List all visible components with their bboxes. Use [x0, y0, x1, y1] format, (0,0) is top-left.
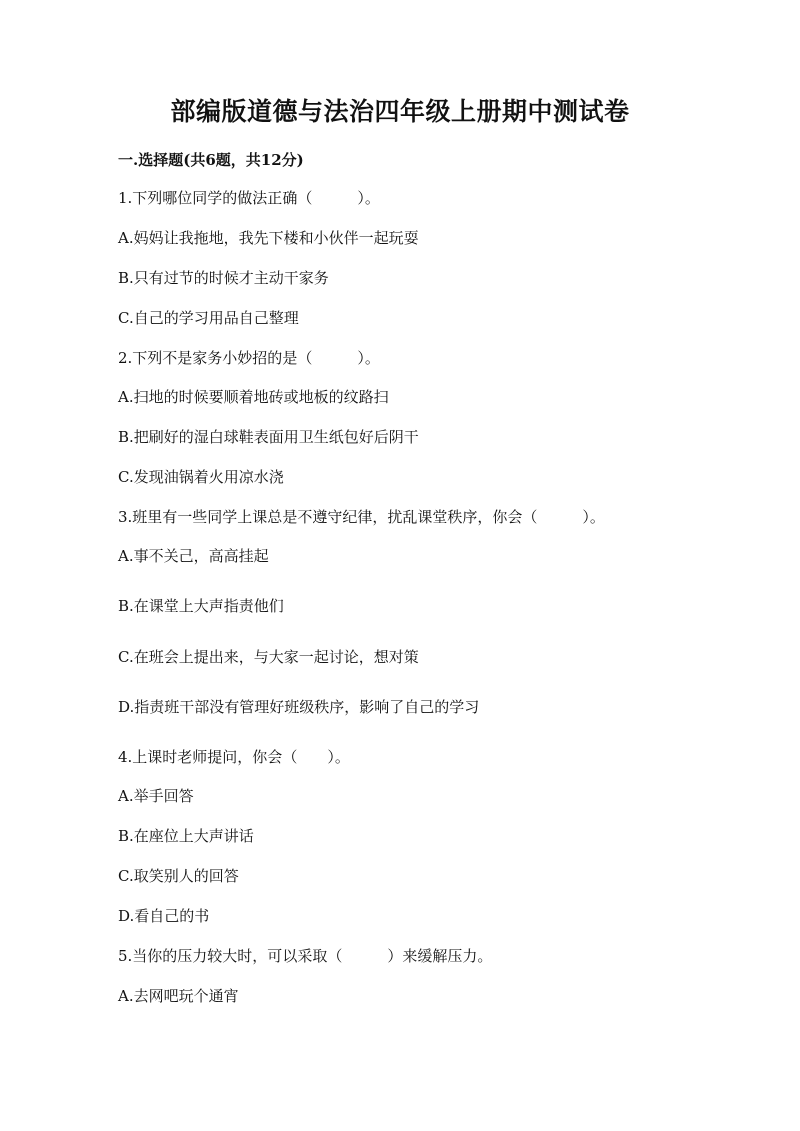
page-title: 部编版道德与法治四年级上册期中测试卷	[170, 97, 630, 126]
question-3-option-d: D.指责班干部没有管理好班级秩序，影响了自己的学习	[118, 698, 480, 716]
question-1-option-c: C.自己的学习用品自己整理	[118, 309, 299, 327]
question-4-option-d: D.看自己的书	[118, 907, 210, 925]
question-2-stem: 2.下列不是家务小妙招的是（ ）。	[118, 349, 380, 367]
question-2-option-c: C.发现油锅着火用凉水浇	[118, 468, 284, 486]
question-3-stem: 3.班里有一些同学上课总是不遵守纪律，扰乱课堂秩序，你会（ ）。	[118, 508, 605, 526]
question-3-option-a: A.事不关己，高高挂起	[118, 547, 269, 565]
question-1-stem: 1.下列哪位同学的做法正确（ ）。	[118, 189, 380, 207]
question-4-option-b: B.在座位上大声讲话	[118, 827, 254, 845]
question-5-stem: 5.当你的压力较大时，可以采取（ ）来缓解压力。	[118, 947, 493, 965]
question-5-option-a: A.去网吧玩个通宵	[118, 987, 239, 1005]
question-4-option-c: C.取笑别人的回答	[118, 867, 239, 885]
section-heading: 一.选择题(共6题，共12分)	[118, 151, 304, 169]
question-4-option-a: A.举手回答	[118, 787, 194, 805]
question-4-stem: 4.上课时老师提问，你会（ ）。	[118, 748, 350, 766]
question-3-option-c: C.在班会上提出来，与大家一起讨论，想对策	[118, 648, 419, 666]
question-1-option-a: A.妈妈让我拖地，我先下楼和小伙伴一起玩耍	[118, 229, 419, 247]
question-3-option-b: B.在课堂上大声指责他们	[118, 597, 284, 615]
question-2-option-a: A.扫地的时候要顺着地砖或地板的纹路扫	[118, 388, 389, 406]
question-1-option-b: B.只有过节的时候才主动干家务	[118, 269, 329, 287]
question-2-option-b: B.把刷好的湿白球鞋表面用卫生纸包好后阴干	[118, 428, 419, 446]
